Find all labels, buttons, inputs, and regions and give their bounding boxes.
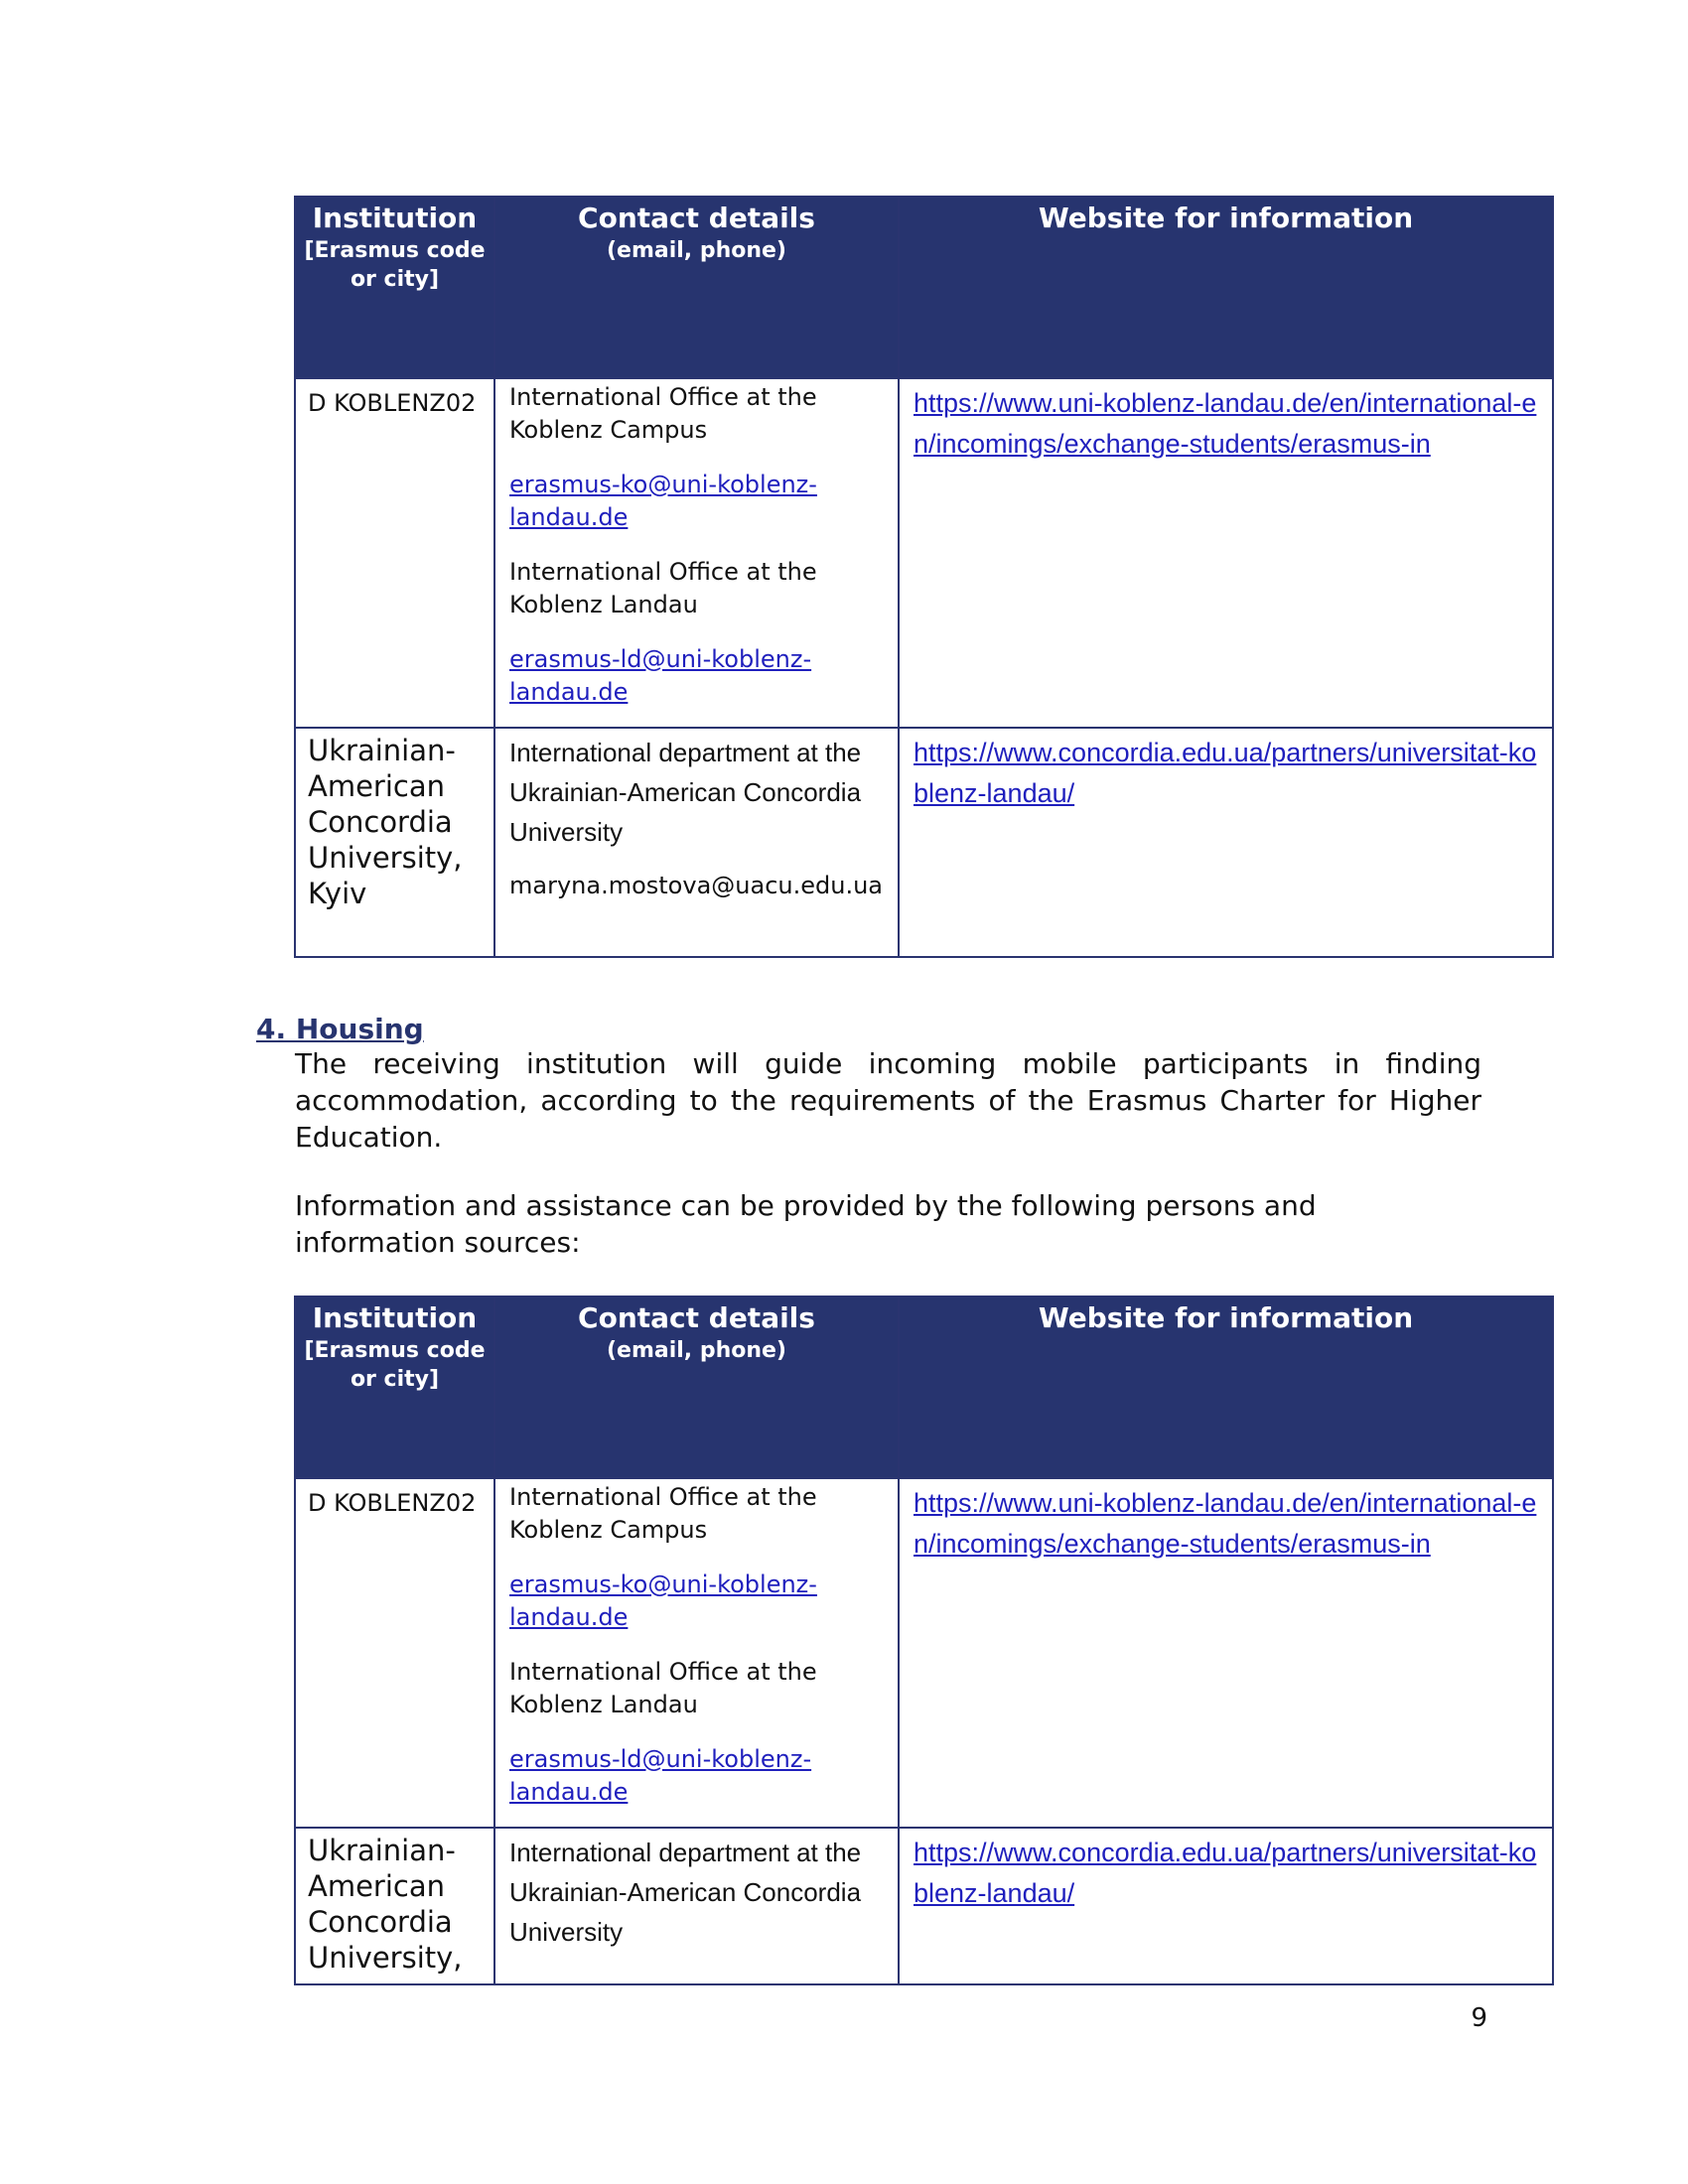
header-website: [899, 197, 1553, 378]
website-link[interactable]: https://www.concordia.edu.ua/partners/universitat-koblenz-landau/: [914, 738, 1537, 808]
contacts-table-2: [294, 1296, 1554, 1985]
table-row: [295, 1828, 1553, 1984]
department-name: International department at the Ukrainian-American Concordia University: [509, 738, 862, 847]
header-contact-title: Contact details: [578, 202, 815, 234]
table-row: [295, 728, 1553, 957]
table-header-row: [295, 1297, 1553, 1478]
contact-cell: [494, 728, 899, 957]
email-link[interactable]: erasmus-ko@uni-koblenz-landau.de: [509, 1570, 817, 1631]
header-institution-title: Institution: [312, 1301, 478, 1334]
contact-cell: [494, 1828, 899, 1984]
email-text: maryna.mostova@uacu.edu.ua: [509, 872, 883, 899]
table-header-row: [295, 197, 1553, 378]
header-website-title: Website for information: [1038, 1301, 1414, 1334]
header-website: [899, 1297, 1553, 1478]
housing-paragraph: The receiving institution will guide incoming mobile participants in finding accommodation, according to the requirements of the Erasmus Charter for Higher Education.: [295, 1047, 1481, 1154]
header-institution-subtitle: [Erasmus code or city]: [304, 1338, 486, 1392]
housing-paragraph: Information and assistance can be provided by the following persons and information sources:: [295, 1189, 1317, 1259]
department-name: International department at the Ukrainian-American Concordia University: [509, 1838, 862, 1947]
website-cell: [899, 1478, 1553, 1828]
contact-cell: [494, 378, 899, 728]
header-contact-subtitle: (email, phone): [606, 238, 786, 263]
website-link[interactable]: https://www.uni-koblenz-landau.de/en/international-en/incomings/exchange-students/erasmus-in: [914, 388, 1537, 459]
institution-cell: D KOBLENZ02: [295, 378, 494, 728]
header-contact: [494, 197, 899, 378]
office-name: International Office at the Koblenz Landau: [509, 558, 817, 618]
header-contact-subtitle: (email, phone): [606, 1338, 786, 1363]
website-cell: [899, 728, 1553, 957]
email-link[interactable]: erasmus-ld@uni-koblenz-landau.de: [509, 1745, 812, 1806]
institution-cell: Ukrainian-American Concordia University, Kyiv: [295, 728, 494, 957]
email-link[interactable]: erasmus-ld@uni-koblenz-landau.de: [509, 645, 812, 706]
office-name: International Office at the Koblenz Landau: [509, 1658, 817, 1718]
website-link[interactable]: https://www.concordia.edu.ua/partners/universitat-koblenz-landau/: [914, 1838, 1537, 1908]
contact-cell: [494, 1478, 899, 1828]
header-institution: [295, 197, 494, 378]
institution-cell: Ukrainian-American Concordia University,: [295, 1828, 494, 1984]
table-row: [295, 1478, 1553, 1828]
page-number: 9: [1471, 2003, 1487, 2033]
office-name: International Office at the Koblenz Campus: [509, 383, 817, 444]
office-name: International Office at the Koblenz Campus: [509, 1483, 817, 1544]
section-heading-housing: 4. Housing: [256, 1013, 424, 1045]
institution-cell: D KOBLENZ02: [295, 1478, 494, 1828]
website-cell: [899, 1828, 1553, 1984]
header-website-title: Website for information: [1038, 202, 1414, 234]
email-link[interactable]: erasmus-ko@uni-koblenz-landau.de: [509, 471, 817, 531]
website-link[interactable]: https://www.uni-koblenz-landau.de/en/international-en/incomings/exchange-students/erasmus-in: [914, 1488, 1537, 1559]
header-institution: [295, 1297, 494, 1478]
table-row: [295, 378, 1553, 728]
header-institution-title: Institution: [312, 202, 478, 234]
header-contact: [494, 1297, 899, 1478]
contacts-table-1: [294, 196, 1554, 958]
website-cell: [899, 378, 1553, 728]
header-contact-title: Contact details: [578, 1301, 815, 1334]
header-institution-subtitle: [Erasmus code or city]: [304, 238, 486, 292]
